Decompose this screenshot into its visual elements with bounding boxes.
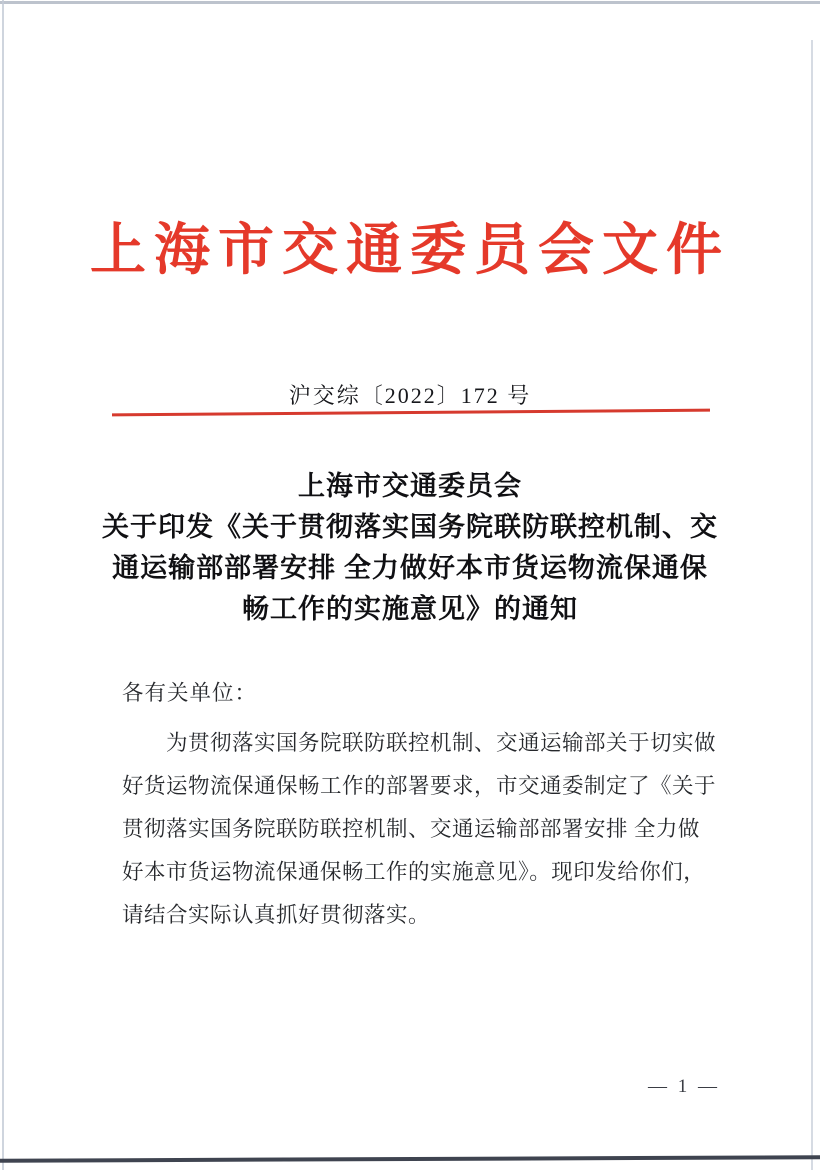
body-paragraph-line: 好本市货运物流保通保畅工作的实施意见》。现印发给你们，	[122, 860, 706, 884]
document-title-line: 畅工作的实施意见》的通知	[242, 594, 578, 624]
document-title-line: 上海市交通委员会	[298, 471, 522, 501]
scan-edge-left	[2, 0, 4, 1170]
scan-edge-bottom	[0, 1155, 820, 1163]
body-paragraph	[122, 722, 717, 937]
scan-edge-right	[811, 40, 813, 1170]
document-number: 沪交综〔2022〕172 号	[288, 383, 532, 408]
body-paragraph-line: 好货运物流保通保畅工作的部署要求，市交通委制定了《关于	[122, 774, 717, 798]
document-title-line: 通运输部部署安排 全力做好本市货运物流保通保	[112, 553, 708, 583]
salutation: 各有关单位：	[122, 681, 258, 705]
document-title	[95, 466, 725, 630]
page-number: — 1 —	[648, 1076, 720, 1097]
agency-banner-title: 上海市交通委员会文件	[90, 220, 730, 282]
document-title-line: 关于印发《关于贯彻落实国务院联防联控机制、交	[102, 512, 718, 542]
body-paragraph-line: 贯彻落实国务院联防联控机制、交通运输部部署安排 全力做	[122, 817, 700, 841]
body-paragraph-line: 请结合实际认真抓好贯彻落实。	[122, 903, 431, 927]
body-paragraph-line: 为贯彻落实国务院联防联控机制、交通运输部关于切实做	[166, 731, 717, 755]
scan-edge-top	[0, 1, 820, 4]
